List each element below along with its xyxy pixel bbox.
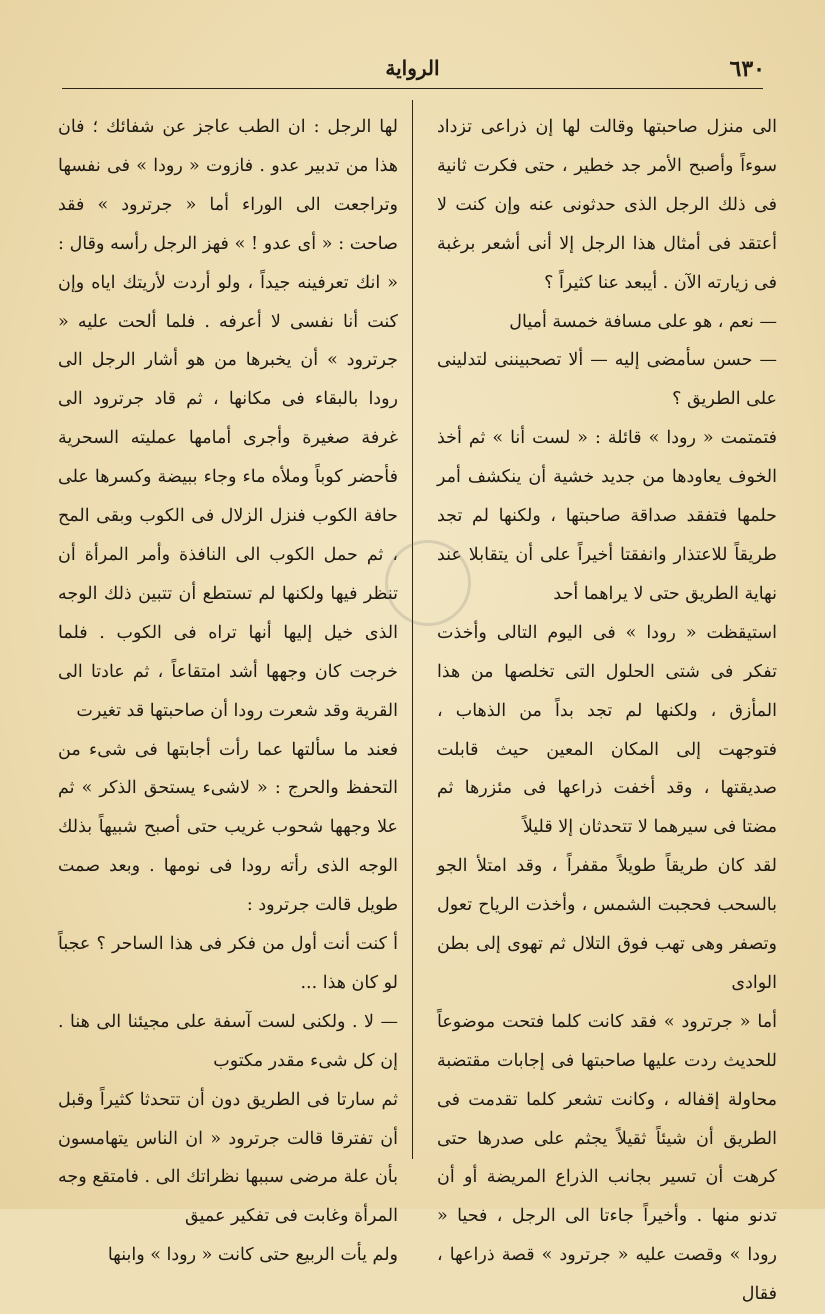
paragraph: فتمتمت « رودا » قائلة : « لست أنا » ثم أخذ الخوف يعاودها من جديد خشية أن ينكشف أمر حلمها فتفقد صداقة صاحبتها ، ولكنها لم تجد طريقاً للاعتذار وانفقتا أخيراً على أن يتقابلا عند نهاية الطريق حتى لا يراهما أحد [437,428,777,604]
right-column [437,108,777,1314]
paragraph: فعند ما سألتها عما رأت أجابتها فى شىء من التحفظ والحرج : « لاشىء يستحق الذكر » ثم علا وجهها شحوب غريب حتى أصبح شبيهاً بذلك الوجه الذى رأته رودا فى نومها . وبعد صمت طويل قالت جرترود : [58,739,398,916]
running-title: الرواية [385,56,440,80]
column-divider [412,100,413,1159]
left-column [58,108,398,1275]
paragraph: ثم سارتا فى الطريق دون أن تتحدثا كثيراً وقبل أن تفترقا قالت جرترود « ان الناس يتهامسون بأن علة مرضى سببها نظراتك الى . فامتقع وجه المرأة وغابت فى تفكير عميق [58,1089,398,1227]
paragraph: — نعم ، هو على مسافة خمسة أميال [509,311,777,332]
paragraph: — حسن سأمضى إليه — ألا تصحبيننى لتدلينى على الطريق ؟ [437,350,777,410]
page-header [60,52,765,86]
paragraph: استيقظت « رودا » فى اليوم التالى وأخذت تفكر فى شتى الحلول التى تخلصها من هذا المأزق ، ولكنها لم تجد بداً من الذهاب ، فتوجهت إلى المكان المعين حيث قابلت صديقتها ، وقد أخفت ذراعها فى مئزرها ثم مضتا فى سيرهما لا تتحدثان إلا قليلاً [437,622,777,838]
paragraph: أ كنت أنت أول من فكر فى هذا الساحر ؟ عجباً لو كان هذا ... [58,934,398,993]
paragraph: لقد كان طريقاً طويلاً مقفراً ، وقد امتلأ الجو بالسحب فحجبت الشمس ، وأخذت الرياح تعول وتصفر وهى تهب فوق التلال ثم تهوى إلى بطن الوادى [437,856,777,993]
paragraph: الى منزل صاحبتها وقالت لها إن ذراعى تزداد سوءاً وأصبح الأمر جد خطير ، حتى فكرت ثانية فى ذلك الرجل الذى حدثونى عنه وإن كنت لا أعتقد فى أمثال هذا الرجل إلا أنى أشعر برغبة فى زيارته الآن . أيبعد عنا كثيراً ؟ [437,117,777,293]
paragraph: لها الرجل : ان الطب عاجز عن شفائك ؛ فان هذا من تدبير عدو . فازوت « رودا » فى نفسها وتراجعت الى الوراء أما « جرترود » فقد صاحت : « أى عدو ! » فهز الرجل رأسه وقال : « انك تعرفينه جيداً ، ولو أردت لأريتك اياه وإن كنت أنا نفسى لا أعرفه . فلما ألحت عليه « جرترود » أن يخبرها من هو أشار الرجل الى رودا بالبقاء فى مكانها ، ثم قاد جرترود الى غرفة صغيرة وأجرى أمامها عمليته السحرية فأحضر كوباً وملأه ماء وجاء ببيضة وكسرها على حافة الكوب فنزل الزلال فى الكوب وبقى المح ، ثم حمل الكوب الى النافذة وأمر المرأة أن تنظر فيها ولكنها لم تستطع أن تتبين ذلك الوجه الذى خيل إليها أنها تراه فى الكوب . فلما خرجت كان وجهها أشد امتقاعاً ، ثم عادتا الى القرية وقد شعرت رودا أن صاحبتها قد تغيرت [58,117,398,721]
paragraph: — لا . ولكنى لست آسفة على مجيئنا الى هنا . إن كل شىء مقدر مكتوب [58,1011,398,1071]
header-rule [62,88,763,89]
page-number: ٦٣٠ [729,56,765,82]
paragraph: أما « جرترود » فقد كانت كلما فتحت موضوعاً للحديث ردت عليها صاحبتها فى إجابات مقتضبة محاولة إقفاله ، وكانت تشعر كلما تقدمت فى الطريق أن شيئاً ثقيلاً يجثم على صدرها حتى كرهت أن تسير بجانب الذراع المريضة أو أن تدنو منها . وأخيراً جاءتا الى الرجل ، فحيا « رودا » وقصت عليه « جرترود » قصة ذراعها ، فقال [437,1011,777,1305]
paragraph: ولم يأت الربيع حتى كانت « رودا » وابنها [107,1245,398,1266]
